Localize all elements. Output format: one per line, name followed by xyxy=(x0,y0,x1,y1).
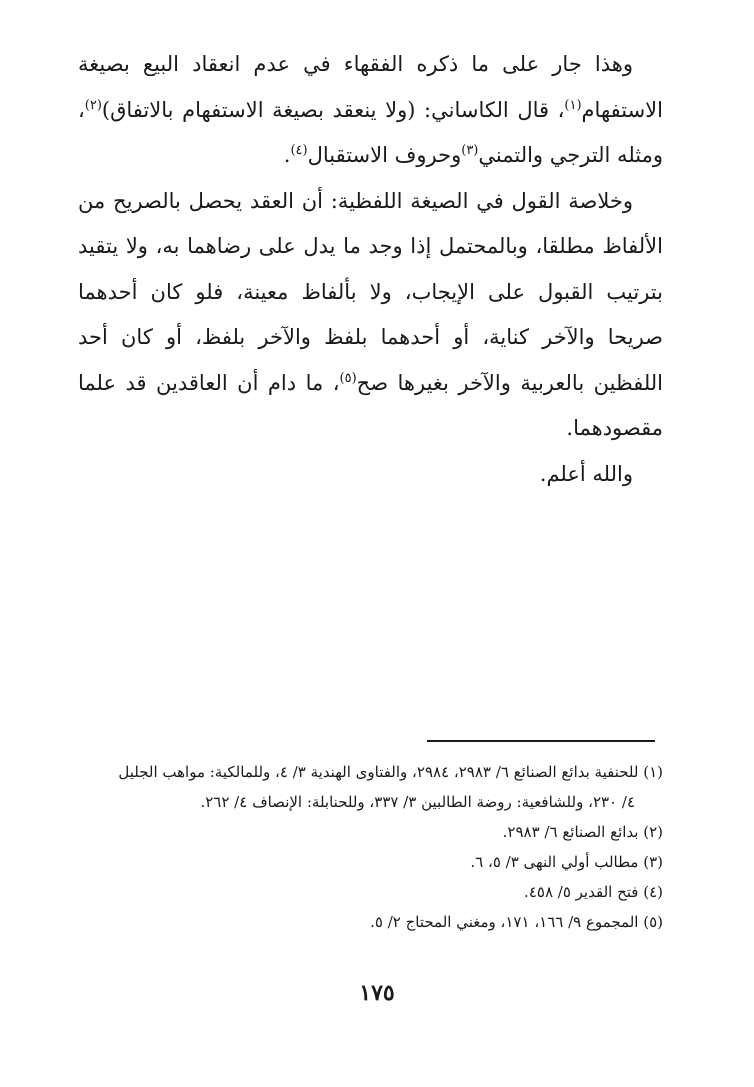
footnote-ref-1: (١) xyxy=(564,97,582,113)
paragraph-1 xyxy=(78,42,663,179)
footnote-ref-2: (٢) xyxy=(84,97,102,113)
footnote-5: (٥) المجموع ٩/ ١٦٦، ١٧١، ومغني المحتاج ٢/ ٥. xyxy=(370,913,663,931)
paragraph-1-text: . xyxy=(283,143,291,167)
footnote-ref-4: (٤) xyxy=(290,143,308,158)
page-number: ١٧٥ xyxy=(359,980,395,1006)
footnote-ref-3: (٣) xyxy=(461,143,479,158)
main-text xyxy=(78,42,663,497)
paragraph-2 xyxy=(78,179,663,452)
footnote-3: (٣) مطالب أولي النهى ٣/ ٥، ٦. xyxy=(470,853,663,871)
footnote-1-continuation: ٤/ ٢٣٠، وللشافعية: روضة الطالبين ٣/ ٣٣٧، وللحنابلة: الإنصاف ٤/ ٢٦٢. xyxy=(200,793,635,811)
paragraph-1-text: ، ومثله الترجي والتمني xyxy=(78,97,663,167)
footnote-divider xyxy=(427,740,655,742)
paragraph-2-text: ، ما دام أن العاقدين قد علما مقصودهما. xyxy=(78,370,663,440)
paragraph-1-text: وحروف الاستقبال xyxy=(307,143,462,167)
footnotes xyxy=(78,757,663,937)
closing-line: والله أعلم. xyxy=(539,461,633,486)
paragraph-1-text: ، قال الكاساني: (ولا ينعقد بصيغة الاستفهام بالاتفاق) xyxy=(101,97,565,122)
footnote-1: (١) للحنفية بدائع الصنائع ٦/ ٢٩٨٣، ٢٩٨٤، والفتاوى الهندية ٣/ ٤، وللمالكية: مواهب الجليل xyxy=(118,763,663,781)
paragraph-1-text: وهذا جار على ما ذكره الفقهاء في عدم انعقاد البيع بصيغة الاستفهام xyxy=(78,52,663,122)
footnote-4: (٤) فتح القدير ٥/ ٤٥٨. xyxy=(524,883,663,901)
footnote-ref-5: (٥) xyxy=(339,370,357,386)
footnote-2: (٢) بدائع الصنائع ٦/ ٢٩٨٣. xyxy=(502,823,663,841)
paragraph-2-text: وخلاصة القول في الصيغة اللفظية: أن العقد يحصل بالصريح من الألفاظ مطلقا، وبالمحتمل إذا وجد ما يدل على رضاهما به، ولا يتقيد بترتيب القبول على الإيجاب، ولا بألفاظ معينة، فلو كان أحدهما صريحا والآخر كناية، أو أحدهما بلفظ والآخر بلفظ، أو كان أحد اللفظين بالعربية والآخر بغيرها صح xyxy=(78,188,663,395)
